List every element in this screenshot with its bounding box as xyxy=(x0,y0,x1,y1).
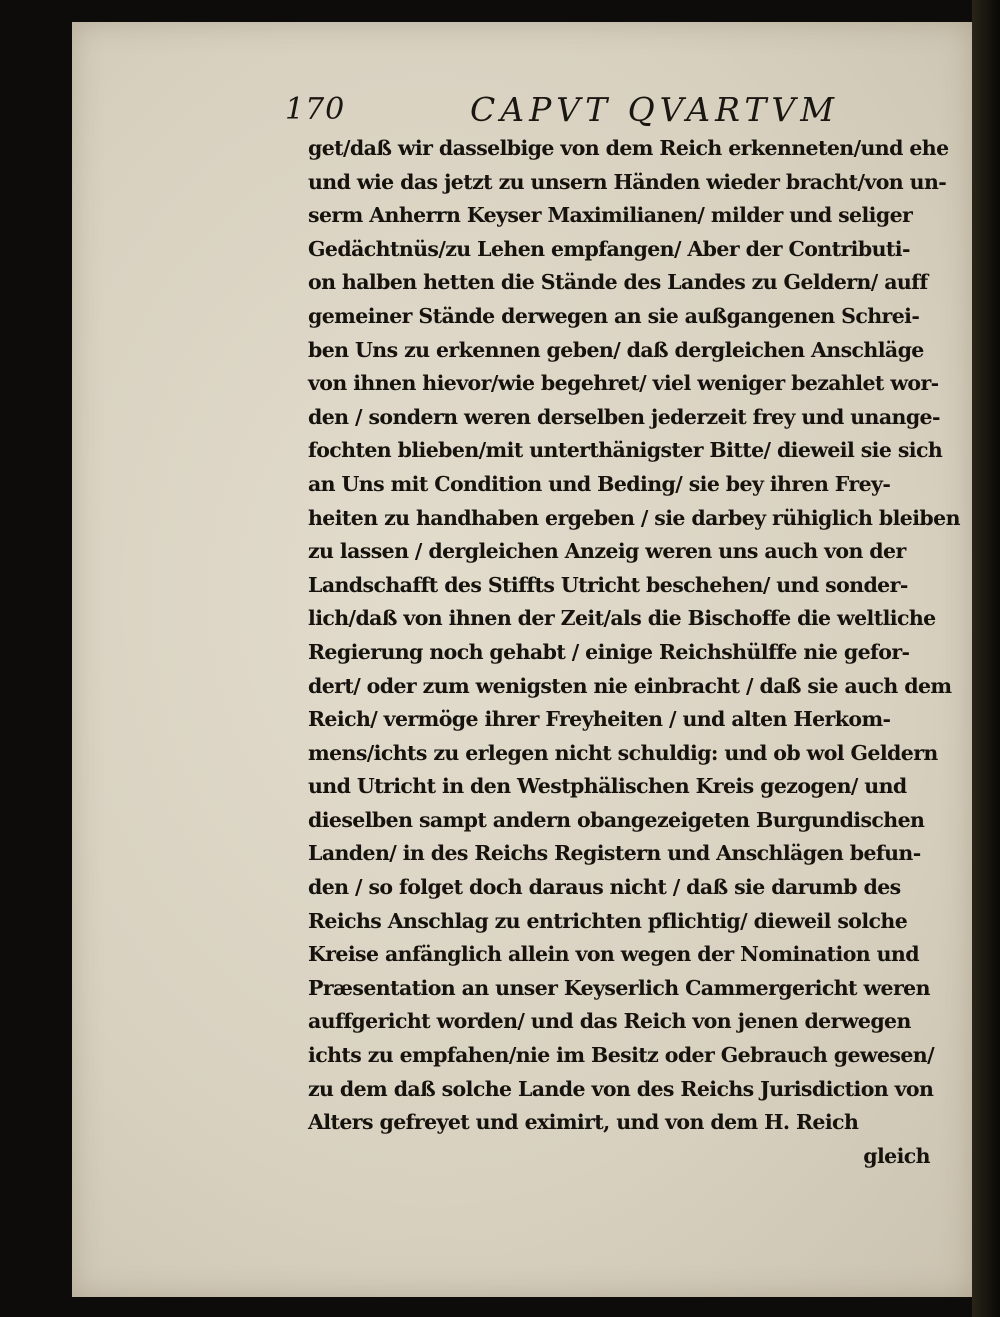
text-line: und Utricht in den Westphälischen Kreis gezogen/ und xyxy=(308,774,907,799)
text-line: den / sondern weren derselben jederzeit frey und unange- xyxy=(308,404,940,429)
text-line: fochten blieben/mit unterthänigster Bitte/ dieweil sie sich xyxy=(308,438,943,463)
text-line: lich/daß von ihnen der Zeit/als die Bischoffe die weltliche xyxy=(308,606,936,631)
text-line: Alters gefreyet und eximirt, und von dem H. Reich xyxy=(308,1110,859,1135)
text-line: Reich/ vermöge ihrer Freyheiten / und alten Herkom- xyxy=(308,707,891,732)
text-line: Gedächtnüs/zu Lehen empfangen/ Aber der Contributi- xyxy=(308,236,910,261)
text-line: ben Uns zu erkennen geben/ daß dergleichen Anschläge xyxy=(308,337,924,362)
text-line: den / so folget doch daraus nicht / daß sie darumb des xyxy=(308,875,901,900)
text-line: Regierung noch gehabt / einige Reichshülffe nie gefor- xyxy=(308,639,910,664)
text-line: on halben hetten die Stände des Landes zu Geldern/ auff xyxy=(308,270,928,295)
page-number: 170 xyxy=(285,92,346,127)
text-line: ichts zu empfahen/nie im Besitz oder Gebrauch gewesen/ xyxy=(308,1043,934,1068)
text-line: auffgericht worden/ und das Reich von jenen derwegen xyxy=(308,1009,911,1034)
text-line: und wie das jetzt zu unsern Händen wieder bracht/von un- xyxy=(308,169,947,194)
text-line: dieselben sampt andern obangezeigeten Burgundischen xyxy=(308,807,925,832)
catchword: gleich xyxy=(863,1143,930,1168)
text-line: serm Anherrn Keyser Maximilianen/ milder und seliger xyxy=(308,203,913,228)
text-line: Landen/ in des Reichs Registern und Anschlägen befun- xyxy=(308,841,921,866)
text-line: an Uns mit Condition und Beding/ sie bey ihren Frey- xyxy=(308,471,891,496)
running-title: CAPVT QVARTVM xyxy=(470,90,839,129)
text-line: Reichs Anschlag zu entrichten pflichtig/ dieweil solche xyxy=(308,908,908,933)
text-line: dert/ oder zum wenigsten nie einbracht / daß sie auch dem xyxy=(308,673,952,698)
text-line: heiten zu handhaben ergeben / sie darbey rühiglich bleiben xyxy=(308,505,960,530)
book-spine-edge xyxy=(972,0,1000,1317)
text-line: gemeiner Stände derwegen an sie außgangenen Schrei- xyxy=(308,303,920,328)
body-text-block xyxy=(308,132,960,1173)
text-line: Kreise anfänglich allein von wegen der Nomination und xyxy=(308,942,919,967)
text-line: Landschafft des Stiffts Utricht beschehen/ und sonder- xyxy=(308,572,908,597)
text-line: zu dem daß solche Lande von des Reichs Jurisdiction von xyxy=(308,1076,934,1101)
text-line: get/daß wir dasselbige von dem Reich erkenneten/und ehe xyxy=(308,136,949,160)
text-line: mens/ichts zu erlegen nicht schuldig: und ob wol Geldern xyxy=(308,740,938,765)
text-line: zu lassen / dergleichen Anzeig weren uns auch von der xyxy=(308,539,906,564)
text-line: Præsentation an unser Keyserlich Cammergericht weren xyxy=(308,975,930,1000)
text-line: von ihnen hievor/wie begehret/ viel weniger bezahlet wor- xyxy=(308,371,939,396)
